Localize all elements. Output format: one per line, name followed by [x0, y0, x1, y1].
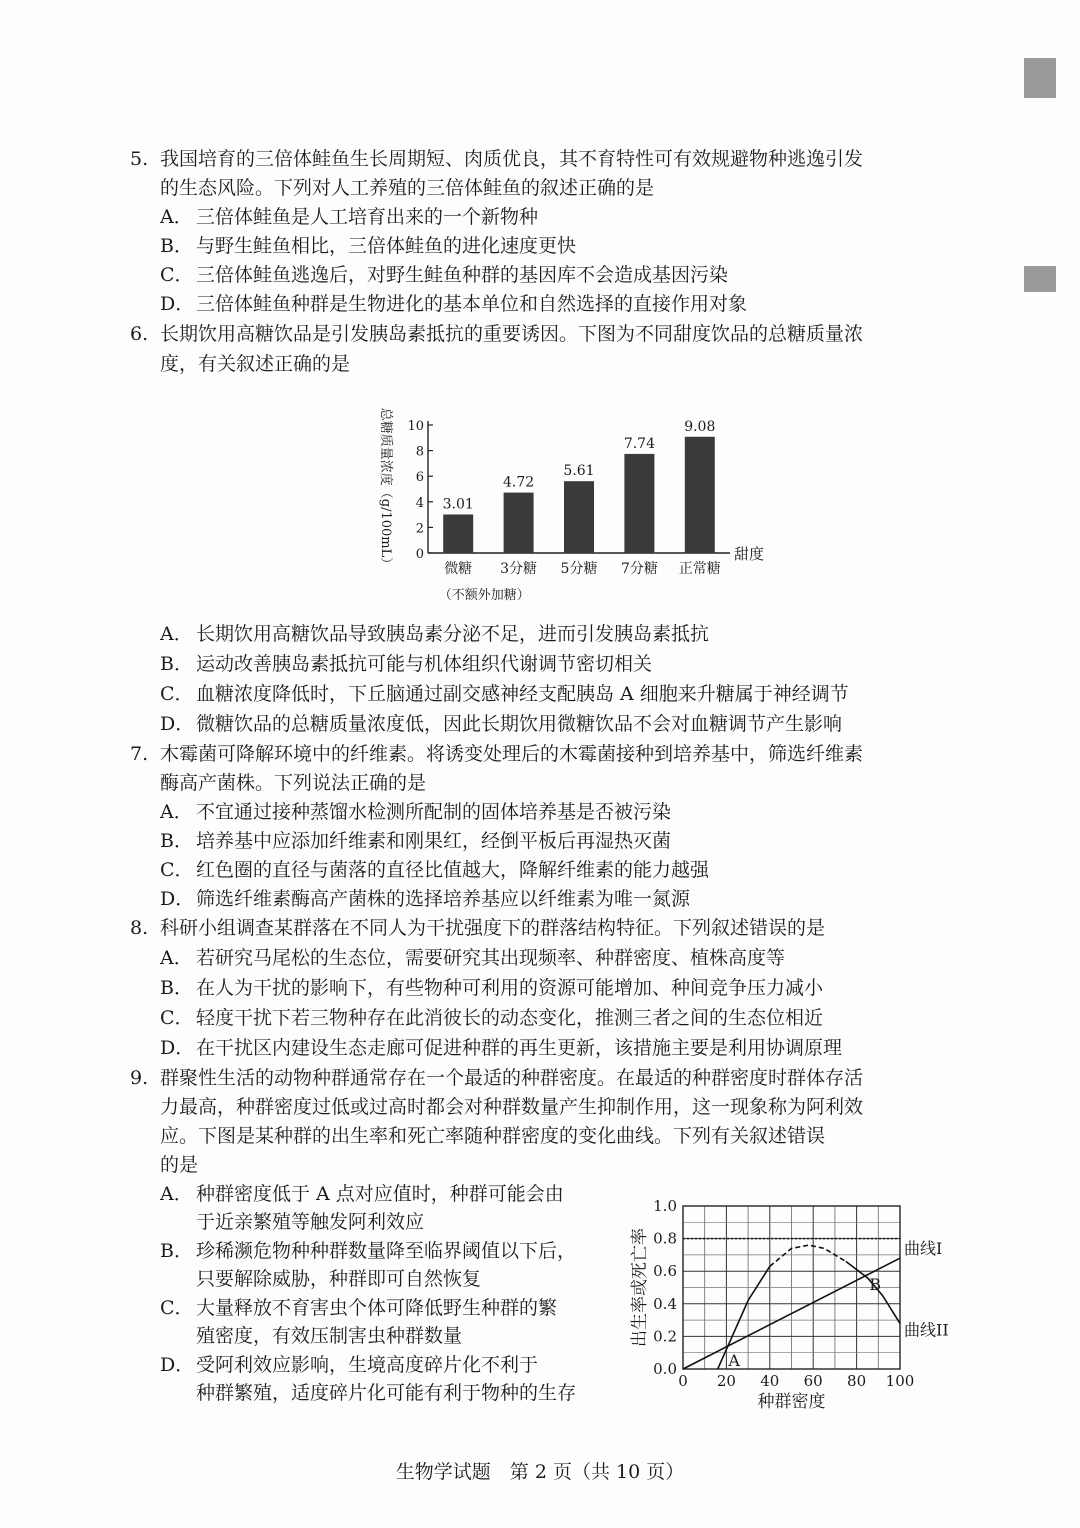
- option-text: 受阿利效应影响，生境高度碎片化不利于: [196, 1354, 539, 1376]
- x-category-label: 7分糖: [620, 561, 658, 577]
- category-note: （不额外加糖）: [438, 588, 530, 603]
- x-axis-title: 种群密度: [757, 1392, 826, 1410]
- q9-option-a-line-1: [160, 1180, 564, 1208]
- x-tick-label: 0: [678, 1372, 688, 1390]
- series-line-curve-2: [718, 1266, 770, 1369]
- option-letter: B．: [160, 1240, 193, 1262]
- q5-stem-line-1: [130, 145, 863, 173]
- option-text: 运动改善胰岛素抵抗可能与机体组织代谢调节密切相关: [196, 653, 653, 675]
- q9-option-c-line-1: [160, 1294, 557, 1322]
- q9-number: 9.: [130, 1067, 149, 1089]
- q9-option-b-line-1: [160, 1237, 576, 1265]
- bar: [685, 437, 715, 553]
- y-tick-label: 0.8: [653, 1229, 677, 1248]
- point-label: B: [869, 1275, 882, 1295]
- option-text: 与野生鲑鱼相比，三倍体鲑鱼的进化速度更快: [196, 235, 577, 257]
- scan-edge-mark-top: [1024, 58, 1056, 98]
- q8-option-b: [160, 974, 823, 1002]
- option-text: 大量释放不育害虫个体可降低野生种群的繁: [196, 1297, 558, 1319]
- y-tick-label: 1.0: [653, 1197, 677, 1215]
- option-letter: C．: [160, 1007, 194, 1029]
- y-tick-label: 4: [415, 495, 424, 511]
- q7-stem-line-1: [130, 740, 863, 768]
- option-text: 三倍体鲑鱼种群是生物进化的基本单位和自然选择的直接作用对象: [196, 293, 748, 315]
- y-tick-label: 0.4: [653, 1294, 677, 1313]
- q6-stem-line-1: [130, 320, 863, 348]
- q7-stem-text: 木霉菌可降解环境中的纤维素。将诱变处理后的木霉菌接种到培养基中，筛选纤维素: [160, 743, 864, 765]
- option-text: 在干扰区内建设生态走廊可促进种群的再生更新，该措施主要是利用协调原理: [196, 1037, 843, 1059]
- q8-stem-line-1: [130, 914, 825, 942]
- option-letter: B．: [160, 830, 193, 852]
- birth-death-rate-line-chart: [615, 1190, 980, 1410]
- q5-number: 5.: [130, 148, 149, 170]
- option-text: 轻度干扰下若三物种存在此消彼长的动态变化，推测三者之间的生态位相近: [196, 1007, 824, 1029]
- q9-stem-line-2: 力最高，种群密度过低或过高时都会对种群数量产生抑制作用，这一现象称为阿利效: [160, 1096, 864, 1118]
- y-tick-label: 0.2: [653, 1327, 677, 1346]
- y-tick-label: 2: [415, 521, 424, 537]
- option-letter: D．: [160, 293, 195, 315]
- q8-stem-text: 科研小组调查某群落在不同人为干扰强度下的群落结构特征。下列叙述错误的是: [160, 917, 826, 939]
- series-line-curve-2-dashed: [770, 1245, 846, 1266]
- y-tick-label: 0: [415, 547, 424, 562]
- option-text: 珍稀濒危物种种群数量降至临界阈值以下后，: [196, 1240, 577, 1262]
- option-text: 长期饮用高糖饮品导致胰岛素分泌不足，进而引发胰岛素抵抗: [196, 623, 710, 645]
- q5-option-a: [160, 203, 538, 231]
- bar-value-label: 4.72: [503, 474, 535, 491]
- option-letter: C．: [160, 683, 194, 705]
- q8-number: 8.: [130, 917, 149, 939]
- option-text: 微糖饮品的总糖质量浓度低，因此长期饮用微糖饮品不会对血糖调节产生影响: [196, 713, 843, 735]
- option-letter: C．: [160, 1297, 194, 1319]
- option-letter: A．: [160, 801, 193, 823]
- bar-value-label: 9.08: [684, 418, 716, 435]
- q9-stem-line-3: 应。下图是某种群的出生率和死亡率随种群密度的变化曲线。下列有关叙述错误: [160, 1125, 826, 1147]
- bar: [624, 454, 654, 553]
- q5-stem-text: 我国培育的三倍体鲑鱼生长周期短、肉质优良，其不育特性可有效规避物种逃逸引发: [160, 148, 864, 170]
- x-tick-label: 20: [716, 1372, 736, 1390]
- option-text: 种群密度低于 A 点对应值时，种群可能会由: [196, 1183, 564, 1205]
- option-text: 血糖浓度降低时，下丘脑通过副交感神经支配胰岛 A 细胞来升糖属于神经调节: [196, 683, 849, 705]
- x-category-label: 3分糖: [500, 561, 538, 577]
- q6-number: 6.: [130, 323, 149, 345]
- bar: [504, 493, 534, 553]
- q8-option-a: [160, 944, 785, 972]
- y-axis-title: 出生率或死亡率: [630, 1228, 650, 1347]
- bar: [443, 514, 473, 553]
- q9-option-c-line-2: 殖密度，有效压制害虫种群数量: [196, 1325, 463, 1347]
- option-letter: D．: [160, 713, 195, 735]
- option-letter: B．: [160, 235, 193, 257]
- x-category-label: 正常糖: [678, 561, 721, 577]
- q7-option-c: [160, 856, 709, 884]
- x-category-label: 微糖: [444, 561, 473, 577]
- scan-edge-mark-middle: [1024, 266, 1056, 292]
- point-label: A: [728, 1351, 740, 1371]
- q5-option-d: [160, 290, 747, 318]
- q7-number: 7.: [130, 743, 149, 765]
- q6-stem-text: 长期饮用高糖饮品是引发胰岛素抵抗的重要诱因。下图为不同甜度饮品的总糖质量浓: [160, 323, 864, 345]
- option-letter: A．: [160, 206, 193, 228]
- q9-option-d-line-1: [160, 1351, 538, 1379]
- option-text: 筛选纤维素酶高产菌株的选择培养基应以纤维素为唯一氮源: [196, 888, 691, 910]
- q5-option-b: [160, 232, 576, 260]
- q5-stem-line-2: 的生态风险。下列对人工养殖的三倍体鲑鱼的叙述正确的是: [160, 177, 655, 199]
- q7-option-d: [160, 885, 690, 913]
- bar-value-label: 3.01: [442, 496, 474, 513]
- x-axis-title: 甜度: [734, 545, 765, 563]
- bar: [564, 481, 594, 553]
- x-tick-label: 40: [760, 1372, 780, 1390]
- q9-option-d-line-2: 种群繁殖，适度碎片化可能有利于物种的生存: [196, 1382, 577, 1404]
- series-label: 曲线I: [904, 1239, 943, 1259]
- option-text: 红色圈的直径与菌落的直径比值越大，降解纤维素的能力越强: [196, 859, 710, 881]
- q9-stem-line-4: 的是: [160, 1154, 199, 1176]
- q9-stem-text: 群聚性生活的动物种群通常存在一个最适的种群密度。在最适的种群密度时群体存活: [160, 1067, 864, 1089]
- y-axis-title: 总糖质量浓度（g/100mL）: [378, 407, 393, 571]
- q6-stem-line-2: 度，有关叙述正确的是: [160, 353, 351, 375]
- option-text: 三倍体鲑鱼逃逸后，对野生鲑鱼种群的基因库不会造成基因污染: [196, 264, 729, 286]
- q8-option-d: [160, 1034, 842, 1062]
- option-letter: A．: [160, 623, 193, 645]
- q8-option-c: [160, 1004, 823, 1032]
- option-letter: A．: [160, 1183, 193, 1205]
- y-tick-label: 0.6: [653, 1262, 677, 1281]
- q5-option-c: [160, 261, 728, 289]
- option-text: 培养基中应添加纤维素和刚果红，经倒平板后再湿热灭菌: [196, 830, 672, 852]
- option-text: 不宜通过接种蒸馏水检测所配制的固体培养基是否被污染: [196, 801, 672, 823]
- y-tick-label: 6: [415, 470, 424, 486]
- q7-option-b: [160, 827, 671, 855]
- x-category-label: 5分糖: [560, 561, 598, 577]
- bar-value-label: 7.74: [623, 435, 655, 452]
- y-tick-label: 10: [407, 419, 424, 434]
- option-letter: D．: [160, 888, 195, 910]
- sugar-concentration-bar-chart: [340, 405, 800, 610]
- q7-option-a: [160, 798, 671, 826]
- y-tick-label: 0.0: [653, 1360, 677, 1378]
- option-letter: C．: [160, 859, 194, 881]
- option-letter: D．: [160, 1037, 195, 1059]
- q9-option-b-line-2: 只要解除威胁，种群即可自然恢复: [196, 1268, 482, 1290]
- option-letter: A．: [160, 947, 193, 969]
- option-letter: B．: [160, 653, 193, 675]
- y-tick-label: 8: [415, 444, 424, 460]
- q6-option-a: [160, 620, 709, 648]
- q9-option-a-line-2: 于近亲繁殖等触发阿利效应: [196, 1211, 425, 1233]
- q6-option-d: [160, 710, 842, 738]
- x-tick-label: 60: [803, 1372, 823, 1390]
- bar-value-label: 5.61: [563, 463, 595, 480]
- q6-option-c: [160, 680, 849, 708]
- q6-option-b: [160, 650, 652, 678]
- option-letter: B．: [160, 977, 193, 999]
- option-letter: C．: [160, 264, 194, 286]
- option-text: 若研究马尾松的生态位，需要研究其出现频率、种群密度、植株高度等: [196, 947, 786, 969]
- option-text: 三倍体鲑鱼是人工培育出来的一个新物种: [196, 206, 539, 228]
- option-text: 在人为干扰的影响下，有些物种可利用的资源可能增加、种间竞争压力减小: [196, 977, 824, 999]
- q7-stem-line-2: 酶高产菌株。下列说法正确的是: [160, 772, 427, 794]
- series-label: 曲线II: [904, 1320, 949, 1340]
- x-tick-label: 100: [885, 1372, 915, 1390]
- page-footer: 生物学试题 第 2 页（共 10 页）: [395, 1461, 685, 1483]
- x-tick-label: 80: [847, 1372, 867, 1390]
- option-letter: D．: [160, 1354, 195, 1376]
- q9-stem-line-1: [130, 1064, 863, 1092]
